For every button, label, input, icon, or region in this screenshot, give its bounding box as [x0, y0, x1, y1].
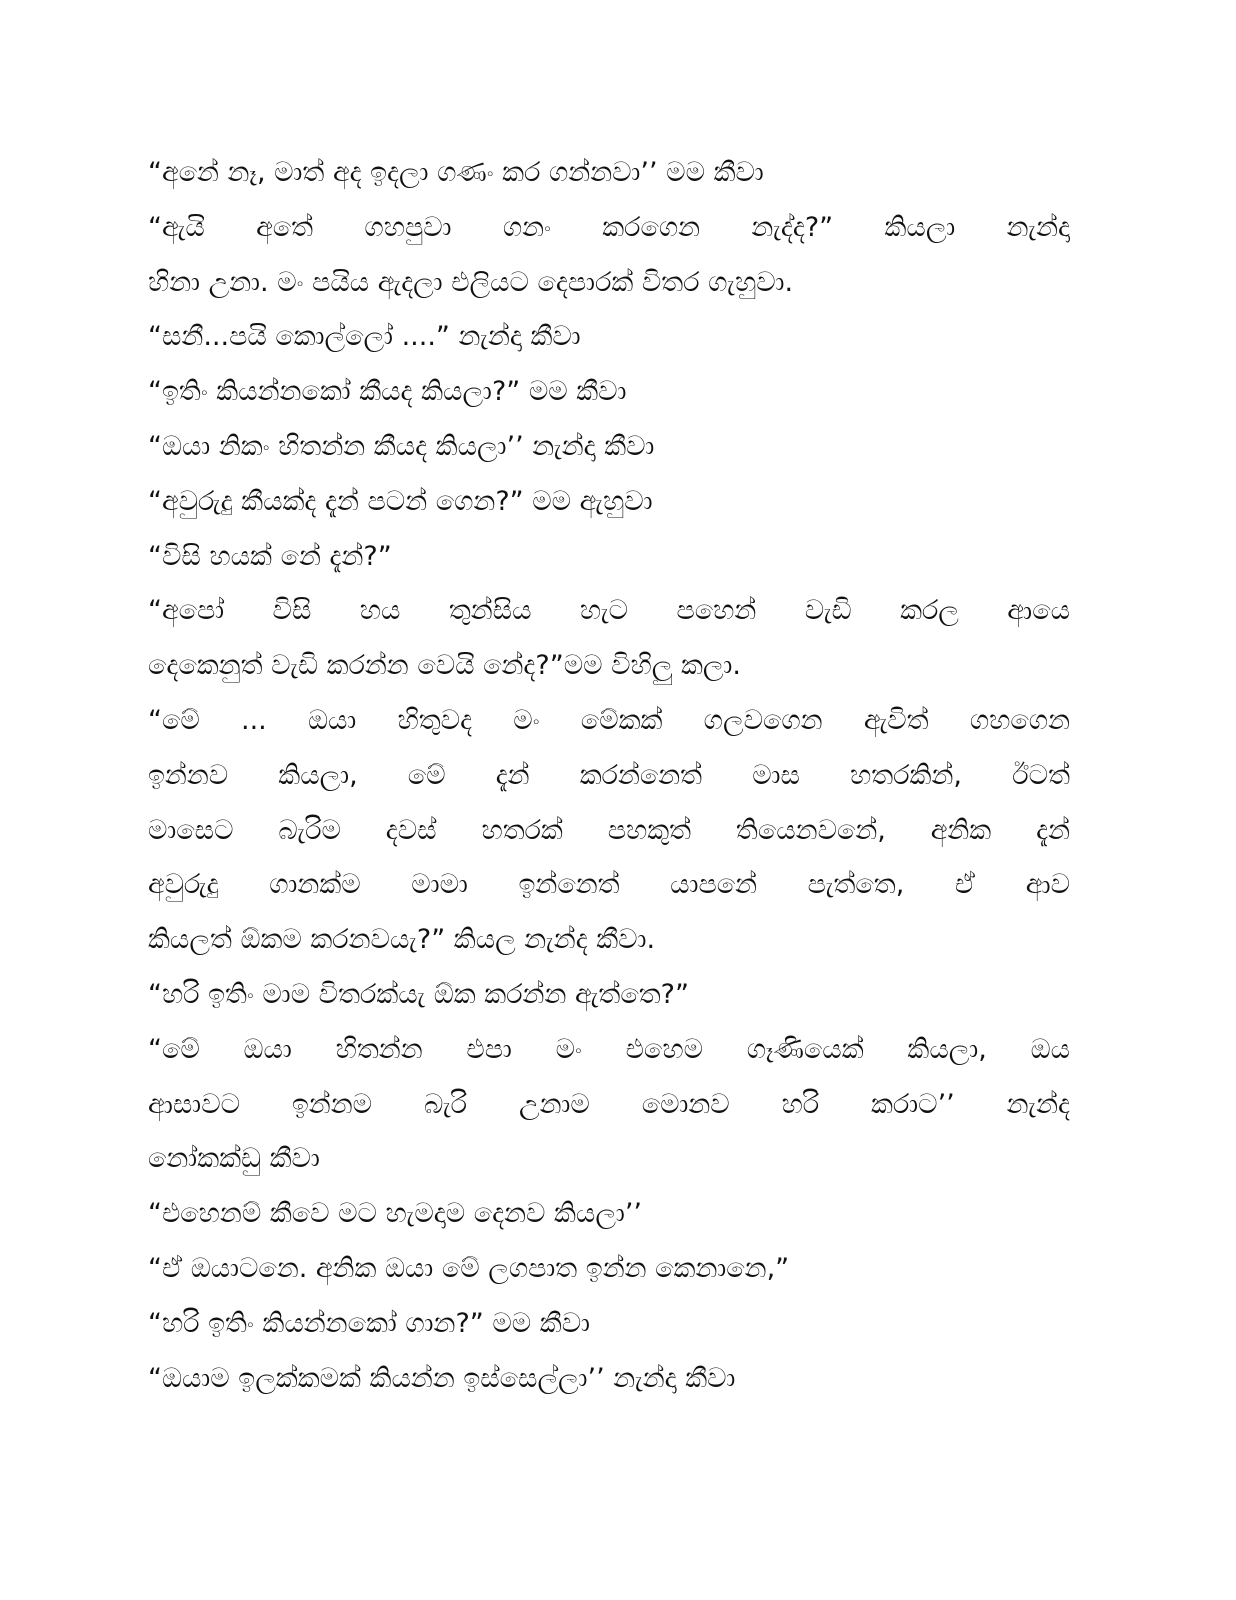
- text-line: මාසෙට බැරිම දවස් හතරක් පහකුත් තියෙනවනේ, අනික දැන්: [148, 814, 1070, 846]
- text-line: දෙකෙනුත් වැඩි කරන්න වෙයි නේද?”මම විහිලු කලා.: [148, 650, 741, 682]
- text-line: “ඔයා නිකං හිතන්න කීයද කියලා’’ නැන්දා කීවා: [148, 430, 655, 462]
- text-line: “එහෙනම් කීවෙ මට හැමදාම දෙනව කියලා’’: [148, 1198, 642, 1230]
- text-line: ඉන්නව කියලා, මේ දැන් කරන්නෙත් මාස හතරකින්, ඊටත්: [148, 759, 1070, 791]
- text-line: “අවුරුදු කීයක්ද දැන් පටන් ගෙන?” මම ඇහුවා: [148, 485, 653, 517]
- text-line: “සනී...පයි කොල්ලෝ ....” නැන්දා කීවා: [148, 321, 581, 353]
- text-line: “අනේ නෑ, මාත් අද ඉදලා ගණං කර ගන්නවා’’ මම කීවා: [148, 157, 764, 188]
- story-text-body: [148, 146, 1070, 1406]
- text-line: “විසි හයක් නේ දැන්?”: [148, 540, 392, 572]
- text-line: හිනා උනා. මං පයිය ඇදලා එලියට දෙපාරක් විතර ගැහුවා.: [148, 266, 794, 298]
- text-line: “ඉතිං කියන්නකෝ කීයද කියලා?” මම කීවා: [148, 376, 627, 408]
- text-line: “මේ ඔයා හිතන්න එපා මං එහෙම ගෑණියෙක් කියලා, ඔය: [148, 1033, 1070, 1065]
- text-line: ආසාවට ඉන්නම බැරි උනාම මොනව හරි කරාට’’ නැන්ද: [148, 1088, 1070, 1120]
- text-line: “ඇයි අතේ ගහපුවා ගනං කරගෙන නැද්ද?” කියලා නැන්දා: [148, 211, 1070, 243]
- text-line: “ඔයාම ඉලක්කමක් කියන්න ඉස්සෙල්ලා’’ නැන්දා කීවා: [148, 1362, 736, 1394]
- text-line: “ඒ ඔයාටනෙ. අනික ඔයා මේ ලගපාත ඉන්න කෙනානෙ,”: [148, 1252, 790, 1284]
- text-line: නෝකක්ඩු කීවා: [148, 1143, 320, 1175]
- text-line: කියලත් ඕකම කරනවයැ?” කියල නැන්ද කීවා.: [148, 924, 656, 956]
- text-line: “අපෝ විසි හය තුන්සිය හැට පහෙන් වැඩි කරල ආයෙ: [148, 595, 1070, 627]
- text-line: අවුරුදු ගානක්ම මාමා ඉන්නෙත් යාපනේ පැත්තෙ, ඒ ආව: [148, 869, 1070, 901]
- text-line: “හරි ඉතිං මාම විතරක්යැ ඕක කරන්න ඇත්තෙ?”: [148, 978, 689, 1010]
- text-line: “මේ ... ඔයා හිතුවද මං මේකක් ගලවගෙන ඇවිත් ගහගෙන: [148, 704, 1070, 736]
- text-line: “හරි ඉතිං කියන්නකෝ ගාන?” මම කීවා: [148, 1307, 590, 1339]
